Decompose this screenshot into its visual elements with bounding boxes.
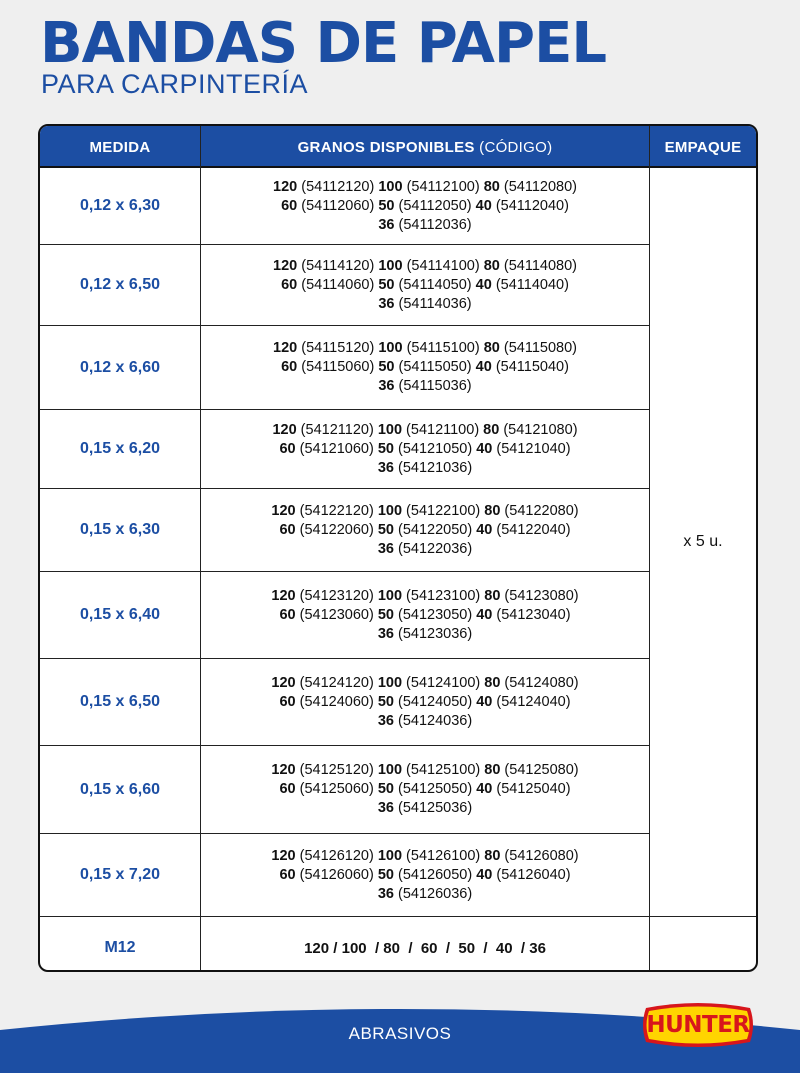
row-granos [201,410,649,488]
grano-code: 54115120 [306,340,370,356]
grano-code: 54126036 [402,885,468,902]
row-medida: 0,15 x 6,30 [79,521,161,538]
grano-value: 40 [476,781,493,797]
grano-code: 54115080 [508,340,573,356]
grano-code: 54114040 [500,276,565,293]
grano-value: 100 [377,762,403,778]
grano-value: 36 [377,712,394,729]
row-medida: 0,15 x 6,40 [79,606,161,623]
header-granos-label: GRANOS DISPONIBLES [297,139,475,156]
grano-code: 54112060 [306,197,370,214]
grano-code: 54115100 [411,340,475,356]
grano-code: 54114100 [411,257,475,274]
grano-value: 50 [377,440,394,457]
row-medida: 0,15 x 6,50 [79,693,161,710]
grano-value: 40 [476,606,493,623]
granos-line: 36 (54115036) [378,378,472,394]
grano-code: 54121060 [304,440,369,457]
grano-code: 54125036 [402,800,468,816]
grano-value: 36 [377,459,394,476]
row-granos [201,245,649,325]
grano-code: 54124080 [509,674,574,691]
page-subtitle: PARA CARPINTERÍA [41,69,309,99]
granos-line: 60 (54123060) 50 (54123050) 40 (54123040) [279,606,571,623]
grano-value: 120 [271,502,296,519]
row-medida: 0,12 x 6,50 [79,276,161,293]
grano-code: 54122036 [402,540,468,557]
grano-code: 54122120 [304,502,369,519]
grano-value: 80 [484,762,501,778]
grano-value: 60 [279,866,296,883]
header-granos [201,126,649,166]
grano-code: 54115050 [403,359,467,375]
grano-value: 100 [377,674,403,691]
grano-code: 54121036 [402,459,468,476]
grano-value: 100 [377,587,403,604]
grano-code: 54125050 [402,781,468,797]
grano-value: 80 [483,178,500,195]
granos-line: 120 (54115120) 100 (54115100) 80 (54115080) [273,340,577,356]
granos-line: 36 (54122036) [377,540,473,557]
row-granos [201,326,649,409]
grano-code: 54124120 [304,674,369,691]
grano-value: 60 [279,606,296,623]
grano-value: 100 [378,257,403,274]
granos-line: 36 (54123036) [377,625,473,642]
grano-code: 54112120 [306,178,370,195]
granos-line: 60 (54124060) 50 (54124050) 40 (54124040) [279,693,571,710]
product-table [38,124,758,972]
grano-code: 54125060 [304,781,369,797]
granos-line: 60 (54122060) 50 (54122050) 40 (54122040) [279,521,571,538]
grano-code: 54124050 [402,693,468,710]
row-granos [201,168,649,244]
granos-line: 120 (54124120) 100 (54124100) 80 (54124080) [271,674,579,691]
grano-code: 54121120 [305,421,369,438]
grano-code: 54112050 [403,197,467,214]
row-medida: 0,12 x 6,30 [79,197,161,214]
grano-code: 54126080 [509,847,574,864]
granos-line: 36 (54125036) [377,800,473,816]
grano-code: 54122060 [304,521,369,538]
header-empaque: EMPAQUE [664,139,742,156]
grano-code: 54124100 [410,674,476,691]
grano-value: 50 [378,276,395,293]
grano-code: 54125100 [410,762,476,778]
grano-code: 54124036 [402,712,468,729]
grano-value: 36 [378,378,395,394]
grano-value: 120 [273,257,298,274]
grano-value: 120 [271,674,296,691]
grano-code: 54123050 [402,606,468,623]
grano-value: 100 [377,421,403,438]
grano-code: 54114060 [306,276,370,293]
grano-value: 80 [483,421,500,438]
grano-value: 50 [378,197,395,214]
grano-code: 54122100 [410,502,476,519]
grano-code: 54112100 [411,178,475,195]
grano-code: 54121040 [501,440,566,457]
grano-code: 54122040 [501,521,566,538]
granos-line: 120 (54126120) 100 (54126100) 80 (54126080) [271,847,579,864]
grano-code: 54124060 [304,693,369,710]
grano-value: 60 [281,197,298,214]
grano-code: 54122080 [509,502,574,519]
grano-value: 120 [271,587,296,604]
granos-line: 120 (54122120) 100 (54122100) 80 (54122080) [271,502,579,519]
grano-value: 40 [476,693,493,710]
granos-line: 60 (54112060) 50 (54112050) 40 (54112040) [281,197,569,214]
empaque-cell: x 5 u. [683,533,723,550]
granos-line: 60 (54114060) 50 (54114050) 40 (54114040) [281,276,569,293]
grano-code: 54115060 [306,359,370,375]
granos-line: 120 (54123120) 100 (54123100) 80 (54123080) [271,587,579,604]
grano-code: 54123060 [304,606,369,623]
grano-code: 54123080 [509,587,574,604]
row-medida: 0,15 x 6,60 [79,780,161,798]
grano-value: 36 [378,295,395,312]
grano-value: 50 [377,866,394,883]
row-medida-m12: M12 [104,939,136,956]
grano-code: 54121050 [402,440,468,457]
row-granos [201,834,649,916]
grano-value: 40 [475,197,492,214]
grano-value: 36 [377,625,394,642]
grano-code: 54112036 [403,216,467,233]
grano-value: 60 [279,693,296,710]
grano-value: 50 [377,781,394,797]
grano-value: 60 [279,781,296,797]
grano-value: 50 [378,359,395,375]
granos-line: 60 (54126060) 50 (54126050) 40 (54126040) [279,866,571,883]
grano-code: 54114036 [403,295,467,312]
grano-code: 54121100 [410,421,475,438]
granos-line: 36 (54114036) [378,295,472,312]
grano-code: 54126060 [304,866,369,883]
grano-code: 54125080 [509,762,574,778]
page-title: BANDAS DE PAPEL [40,11,606,76]
grano-code: 54122050 [402,521,468,538]
grano-value: 80 [483,257,500,274]
row-granos-m12: 120 / 100 / 80 / 60 / 50 / 40 / 36 [304,939,546,957]
row-granos [201,659,649,745]
grano-value: 100 [378,340,403,356]
granos-line: 120 (54112120) 100 (54112100) 80 (54112080) [273,178,577,195]
granos-line: 120 (54121120) 100 (54121100) 80 (54121080) [272,421,578,438]
grano-value: 50 [377,693,394,710]
row-medida: 0,15 x 6,20 [79,440,161,457]
footer-label: ABRASIVOS [348,1024,452,1043]
row-granos [201,746,649,833]
row-granos [201,572,649,658]
grano-code: 54112080 [508,178,573,195]
grano-value: 36 [377,800,394,816]
granos-line: 60 (54115060) 50 (54115050) 40 (54115040) [281,359,569,375]
grano-value: 120 [271,847,296,864]
grano-value: 40 [476,521,493,538]
grano-code: 54115036 [403,378,467,394]
header-granos-suffix: (CÓDIGO) [479,139,553,156]
grano-value: 50 [377,521,394,538]
granos-line: 60 (54121060) 50 (54121050) 40 (54121040) [279,440,571,457]
grano-code: 54126120 [304,847,369,864]
grano-code: 54123120 [304,587,369,604]
grano-value: 40 [475,359,492,375]
grano-value: 60 [281,276,298,293]
row-granos [201,489,649,571]
grano-value: 80 [484,502,501,519]
grano-value: 80 [483,340,500,356]
grano-code: 54114120 [306,257,370,274]
grano-code: 54124040 [501,693,566,710]
grano-code: 54121080 [508,421,573,438]
grano-value: 50 [377,606,394,623]
grano-value: 120 [271,762,296,778]
granos-line: 36 (54112036) [378,216,472,233]
grano-code: 54115040 [500,359,565,375]
grano-code: 54123040 [501,606,566,623]
header-medida: MEDIDA [89,139,151,156]
granos-line: 36 (54121036) [377,459,473,476]
grano-code: 54123036 [402,625,468,642]
grano-value: 100 [378,178,403,195]
grano-code: 54125040 [501,781,566,797]
grano-value: 60 [279,440,296,457]
grano-code: 54114050 [403,276,467,293]
grano-value: 120 [272,421,297,438]
grano-code: 54112040 [500,197,565,214]
grano-value: 40 [475,276,492,293]
grano-value: 80 [484,674,501,691]
grano-value: 40 [476,440,493,457]
grano-value: 80 [484,587,501,604]
grano-value: 100 [377,847,403,864]
granos-line: 120 (54114120) 100 (54114100) 80 (54114080) [273,257,577,274]
granos-line: 60 (54125060) 50 (54125050) 40 (54125040) [279,781,571,797]
hunter-logo-text: HUNTER [646,1012,750,1038]
grano-code: 54126100 [410,847,476,864]
grano-value: 120 [273,178,298,195]
grano-value: 40 [476,866,493,883]
grano-code: 54123100 [410,587,476,604]
grano-value: 120 [273,340,298,356]
grano-value: 60 [281,359,298,375]
grano-value: 36 [378,216,395,233]
row-medida: 0,12 x 6,60 [79,358,161,376]
grano-value: 36 [377,540,394,557]
grano-value: 100 [377,502,403,519]
granos-line: 36 (54126036) [377,885,473,902]
granos-line: 36 (54124036) [377,712,473,729]
row-medida: 0,15 x 7,20 [79,866,161,883]
granos-line: 120 (54125120) 100 (54125100) 80 (54125080) [271,762,579,778]
grano-code: 54125120 [304,762,369,778]
grano-value: 36 [377,885,394,902]
grano-code: 54114080 [508,257,573,274]
grano-code: 54126050 [402,866,468,883]
grano-code: 54126040 [501,866,566,883]
grano-value: 80 [484,847,501,864]
grano-value: 60 [279,521,296,538]
